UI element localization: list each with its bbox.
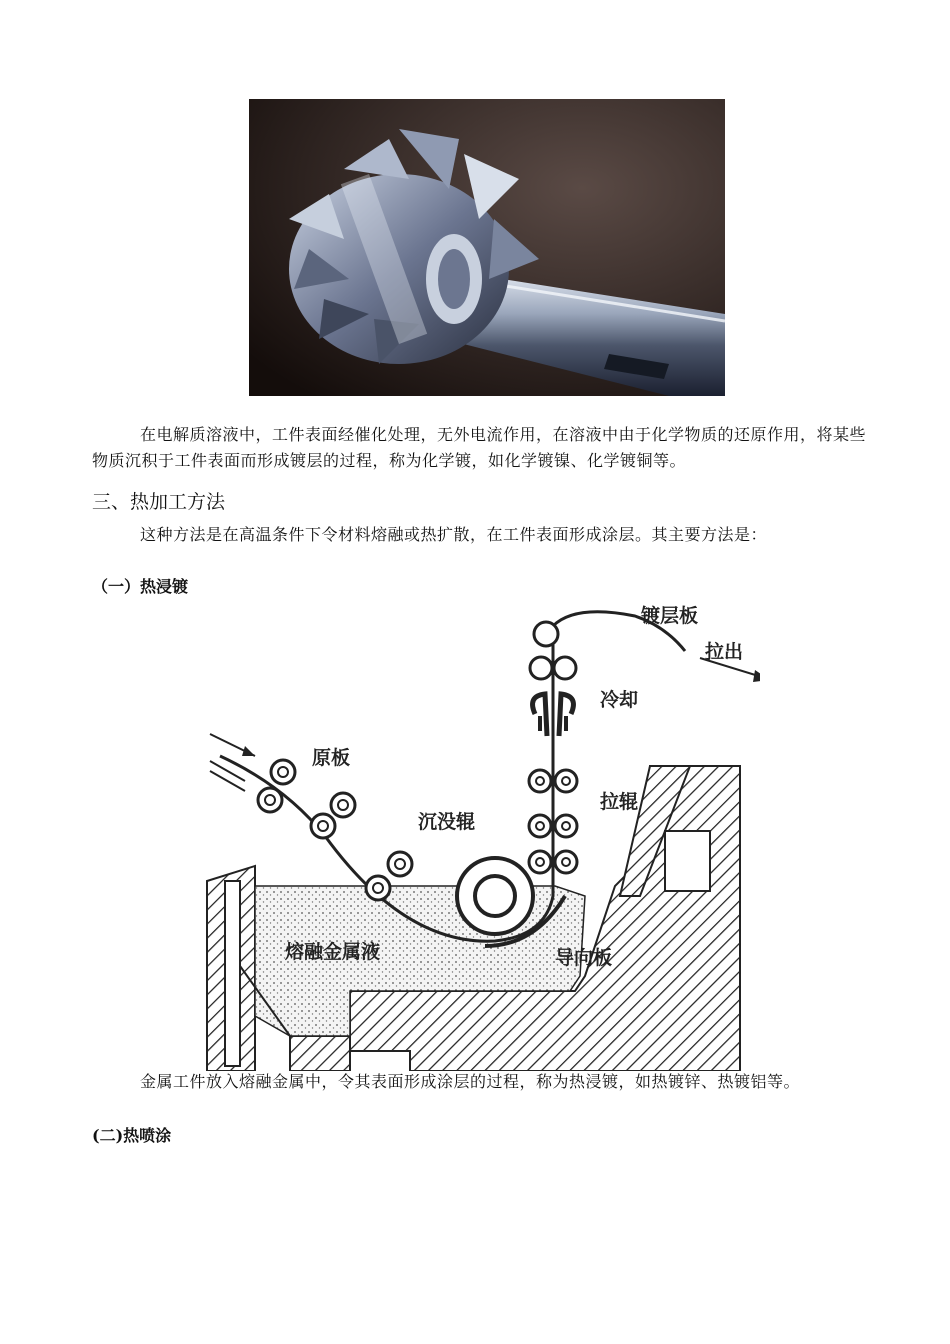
paragraph-hot-dip: 金属工件放入熔融金属中，令其表面形成涂层的过程，称为热浸镀，如热镀锌、热镀铝等。 bbox=[140, 1072, 801, 1091]
paragraph-chemical-plating: 在电解质溶液中，工件表面经催化处理，无外电流作用，在溶液中由于化学物质的还原作用，将某些物质沉积于工件表面而形成镀层的过程，称为化学镀，如化学镀镍、化学镀铜等。 bbox=[92, 425, 867, 470]
subheading-hot-dip: （一）热浸镀 bbox=[92, 577, 189, 596]
label-pull-out: 拉出 bbox=[705, 641, 744, 663]
label-plated-sheet: 镀层板 bbox=[641, 605, 699, 627]
gear-shaft-photo bbox=[249, 99, 725, 396]
paragraph-hot-method-intro: 这种方法是在高温条件下令材料熔融或热扩散，在工件表面形成涂层。其主要方法是： bbox=[140, 525, 768, 544]
label-guide-plate: 导向板 bbox=[555, 947, 613, 969]
label-raw-sheet: 原板 bbox=[312, 747, 351, 769]
label-molten-metal: 熔融金属液 bbox=[285, 941, 381, 963]
subheading-thermal-spray: (二)热喷涂 bbox=[92, 1126, 172, 1145]
section-heading-hot-processing: 三、热加工方法 bbox=[92, 491, 226, 513]
label-sink-roller: 沉没辊 bbox=[418, 811, 476, 833]
label-pull-roller: 拉辊 bbox=[600, 791, 639, 813]
label-cooling: 冷却 bbox=[600, 689, 639, 711]
hot-dip-diagram bbox=[195, 596, 760, 1071]
